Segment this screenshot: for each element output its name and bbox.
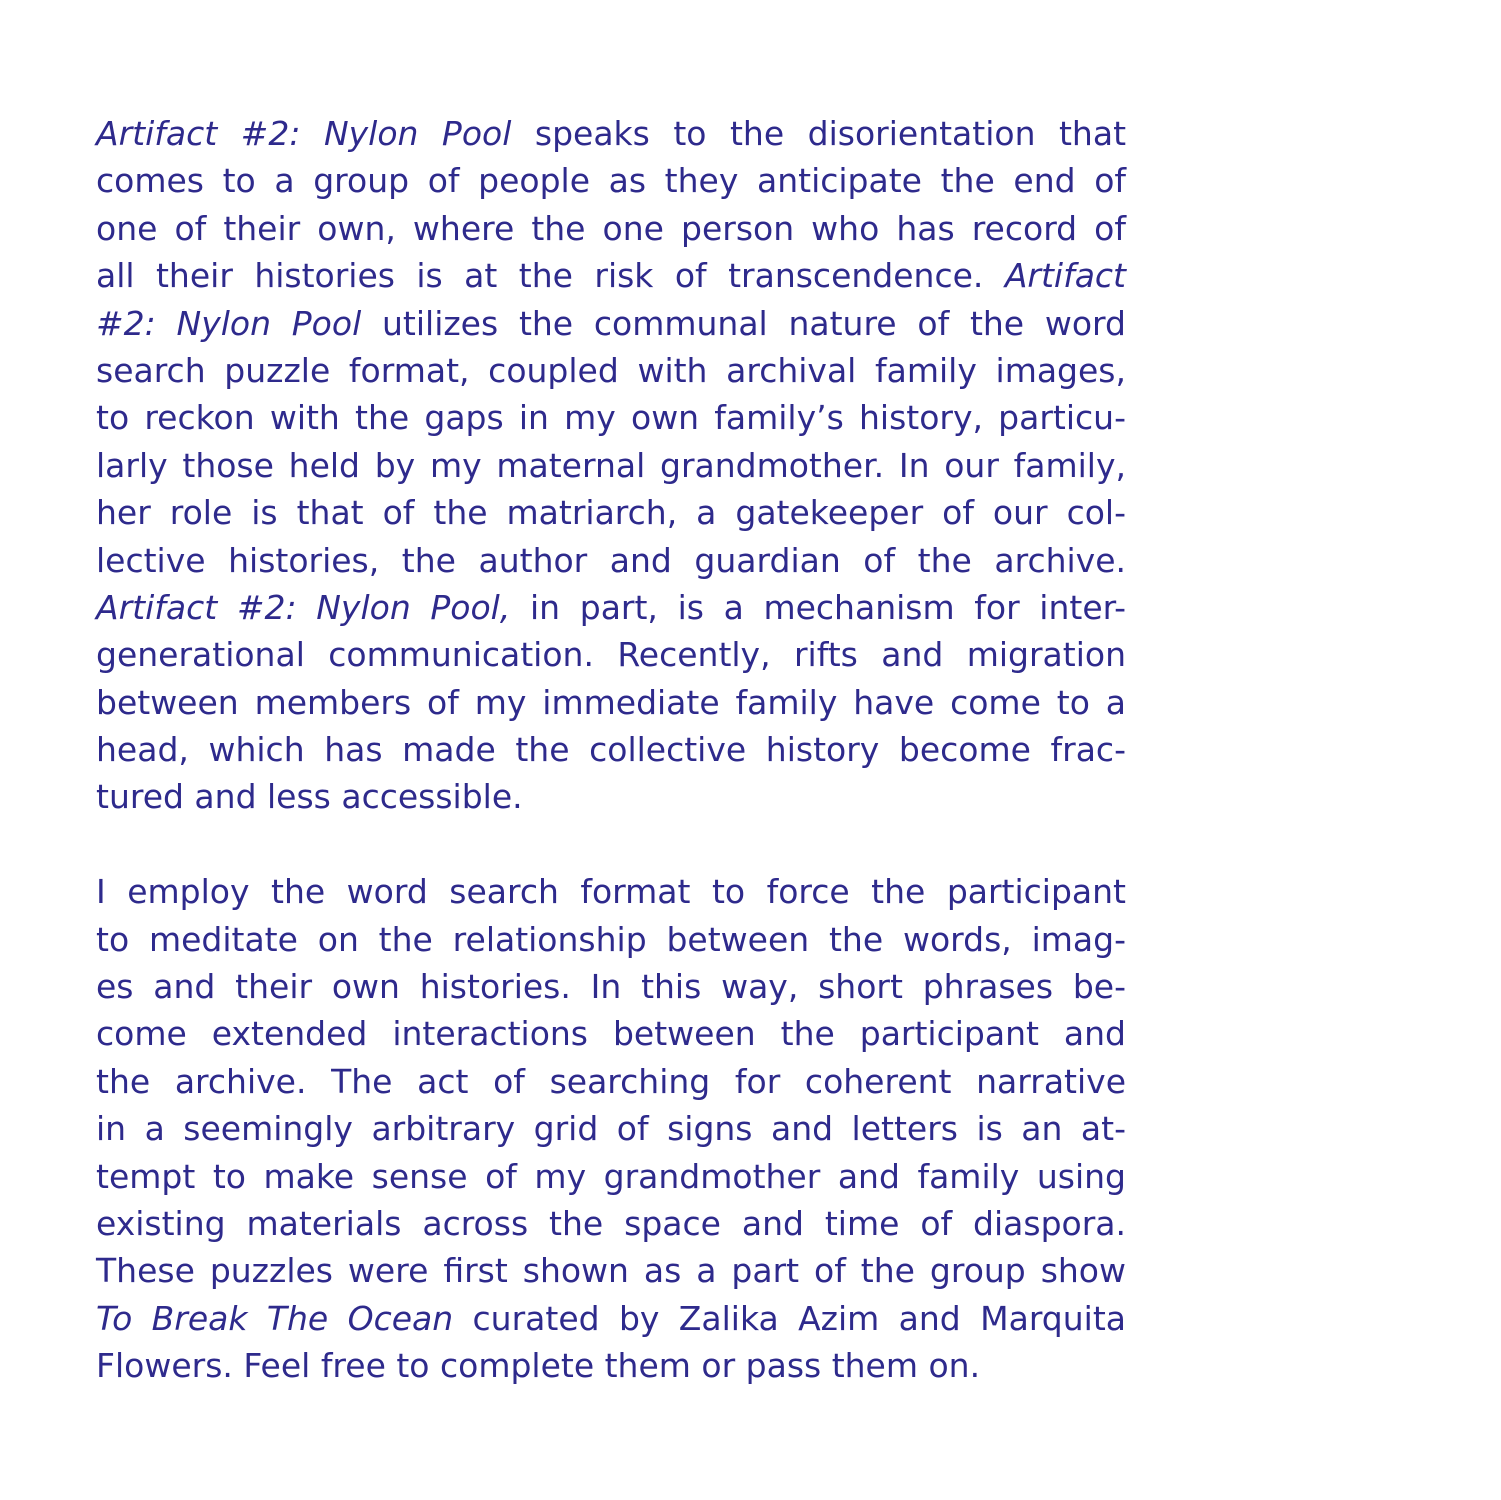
text-segment: in part, is a mechanism for inter- bbox=[510, 587, 1126, 627]
text-segment: to reckon with the gaps in my own family’s history, particu- bbox=[96, 398, 1126, 438]
text-line bbox=[96, 1010, 1126, 1057]
text-line bbox=[96, 300, 1126, 347]
italic-title: Artifact #2: Nylon Pool, bbox=[96, 587, 511, 627]
text-segment: speaks to the disorientation that bbox=[511, 114, 1127, 153]
text-segment: generational communication. Recently, rifts and migration bbox=[96, 635, 1126, 675]
text-line bbox=[96, 773, 1126, 820]
text-segment: come extended interactions between the participant and bbox=[96, 1014, 1126, 1054]
text-segment: tempt to make sense of my grandmother and family using bbox=[96, 1156, 1126, 1196]
text-line bbox=[96, 726, 1126, 773]
italic-title: To Break The Ocean bbox=[96, 1298, 454, 1338]
italic-title: #2: Nylon Pool bbox=[96, 303, 362, 343]
text-segment: between members of my immediate family have come to a bbox=[96, 682, 1126, 722]
text-segment: her role is that of the matriarch, a gatekeeper of our col- bbox=[96, 493, 1126, 533]
text-line bbox=[96, 1153, 1126, 1200]
text-segment: lective histories, the author and guardian of the archive. bbox=[96, 540, 1126, 580]
text-line bbox=[96, 584, 1126, 631]
text-segment: larly those held by my maternal grandmother. In our family, bbox=[96, 445, 1126, 485]
text-line bbox=[96, 868, 1126, 915]
text-line bbox=[96, 442, 1126, 489]
text-line bbox=[96, 916, 1126, 963]
text-line bbox=[96, 963, 1126, 1010]
text-line bbox=[96, 110, 1126, 157]
text-segment: These puzzles were first shown as a part of the group show bbox=[96, 1251, 1126, 1291]
text-segment: utilizes the communal nature of the word bbox=[361, 303, 1126, 343]
text-segment: in a seemingly arbitrary grid of signs and letters is an at- bbox=[96, 1109, 1126, 1149]
text-segment: all their histories is at the risk of transcendence. bbox=[96, 256, 1005, 296]
text-segment: one of their own, where the one person who has record of bbox=[96, 208, 1126, 248]
text-line bbox=[96, 252, 1126, 299]
text-line bbox=[96, 631, 1126, 678]
text-line bbox=[96, 1058, 1126, 1105]
text-line bbox=[96, 347, 1126, 394]
paragraph bbox=[96, 110, 1126, 821]
text-segment: the archive. The act of searching for coherent narrative bbox=[96, 1061, 1126, 1101]
text-line bbox=[96, 1342, 1126, 1389]
text-segment: I employ the word search format to force the participant bbox=[96, 872, 1126, 912]
text-line bbox=[96, 679, 1126, 726]
text-segment: curated by Zalika Azim and Marquita bbox=[453, 1298, 1127, 1338]
artist-statement bbox=[96, 110, 1126, 1390]
text-line bbox=[96, 1295, 1126, 1342]
text-line bbox=[96, 489, 1126, 536]
text-segment: es and their own histories. In this way, short phrases be- bbox=[96, 967, 1126, 1007]
text-line bbox=[96, 205, 1126, 252]
text-line bbox=[96, 537, 1126, 584]
text-line bbox=[96, 1247, 1126, 1294]
text-line bbox=[96, 157, 1126, 204]
paragraph-gap bbox=[96, 821, 1126, 868]
text-segment: head, which has made the collective history become frac- bbox=[96, 730, 1126, 770]
text-segment: tured and less accessible. bbox=[96, 777, 523, 817]
text-segment: Flowers. Feel free to complete them or pass them on. bbox=[96, 1346, 981, 1386]
text-line bbox=[96, 1200, 1126, 1247]
text-segment: to meditate on the relationship between the words, imag- bbox=[96, 919, 1126, 959]
text-line bbox=[96, 1105, 1126, 1152]
text-segment: comes to a group of people as they anticipate the end of bbox=[96, 161, 1126, 201]
italic-title: Artifact #2: Nylon Pool bbox=[96, 114, 512, 153]
text-segment: existing materials across the space and time of diaspora. bbox=[96, 1203, 1126, 1243]
text-line bbox=[96, 394, 1126, 441]
text-segment: search puzzle format, coupled with archival family images, bbox=[96, 350, 1126, 390]
paragraph bbox=[96, 868, 1126, 1389]
italic-title: Artifact bbox=[1004, 256, 1126, 296]
